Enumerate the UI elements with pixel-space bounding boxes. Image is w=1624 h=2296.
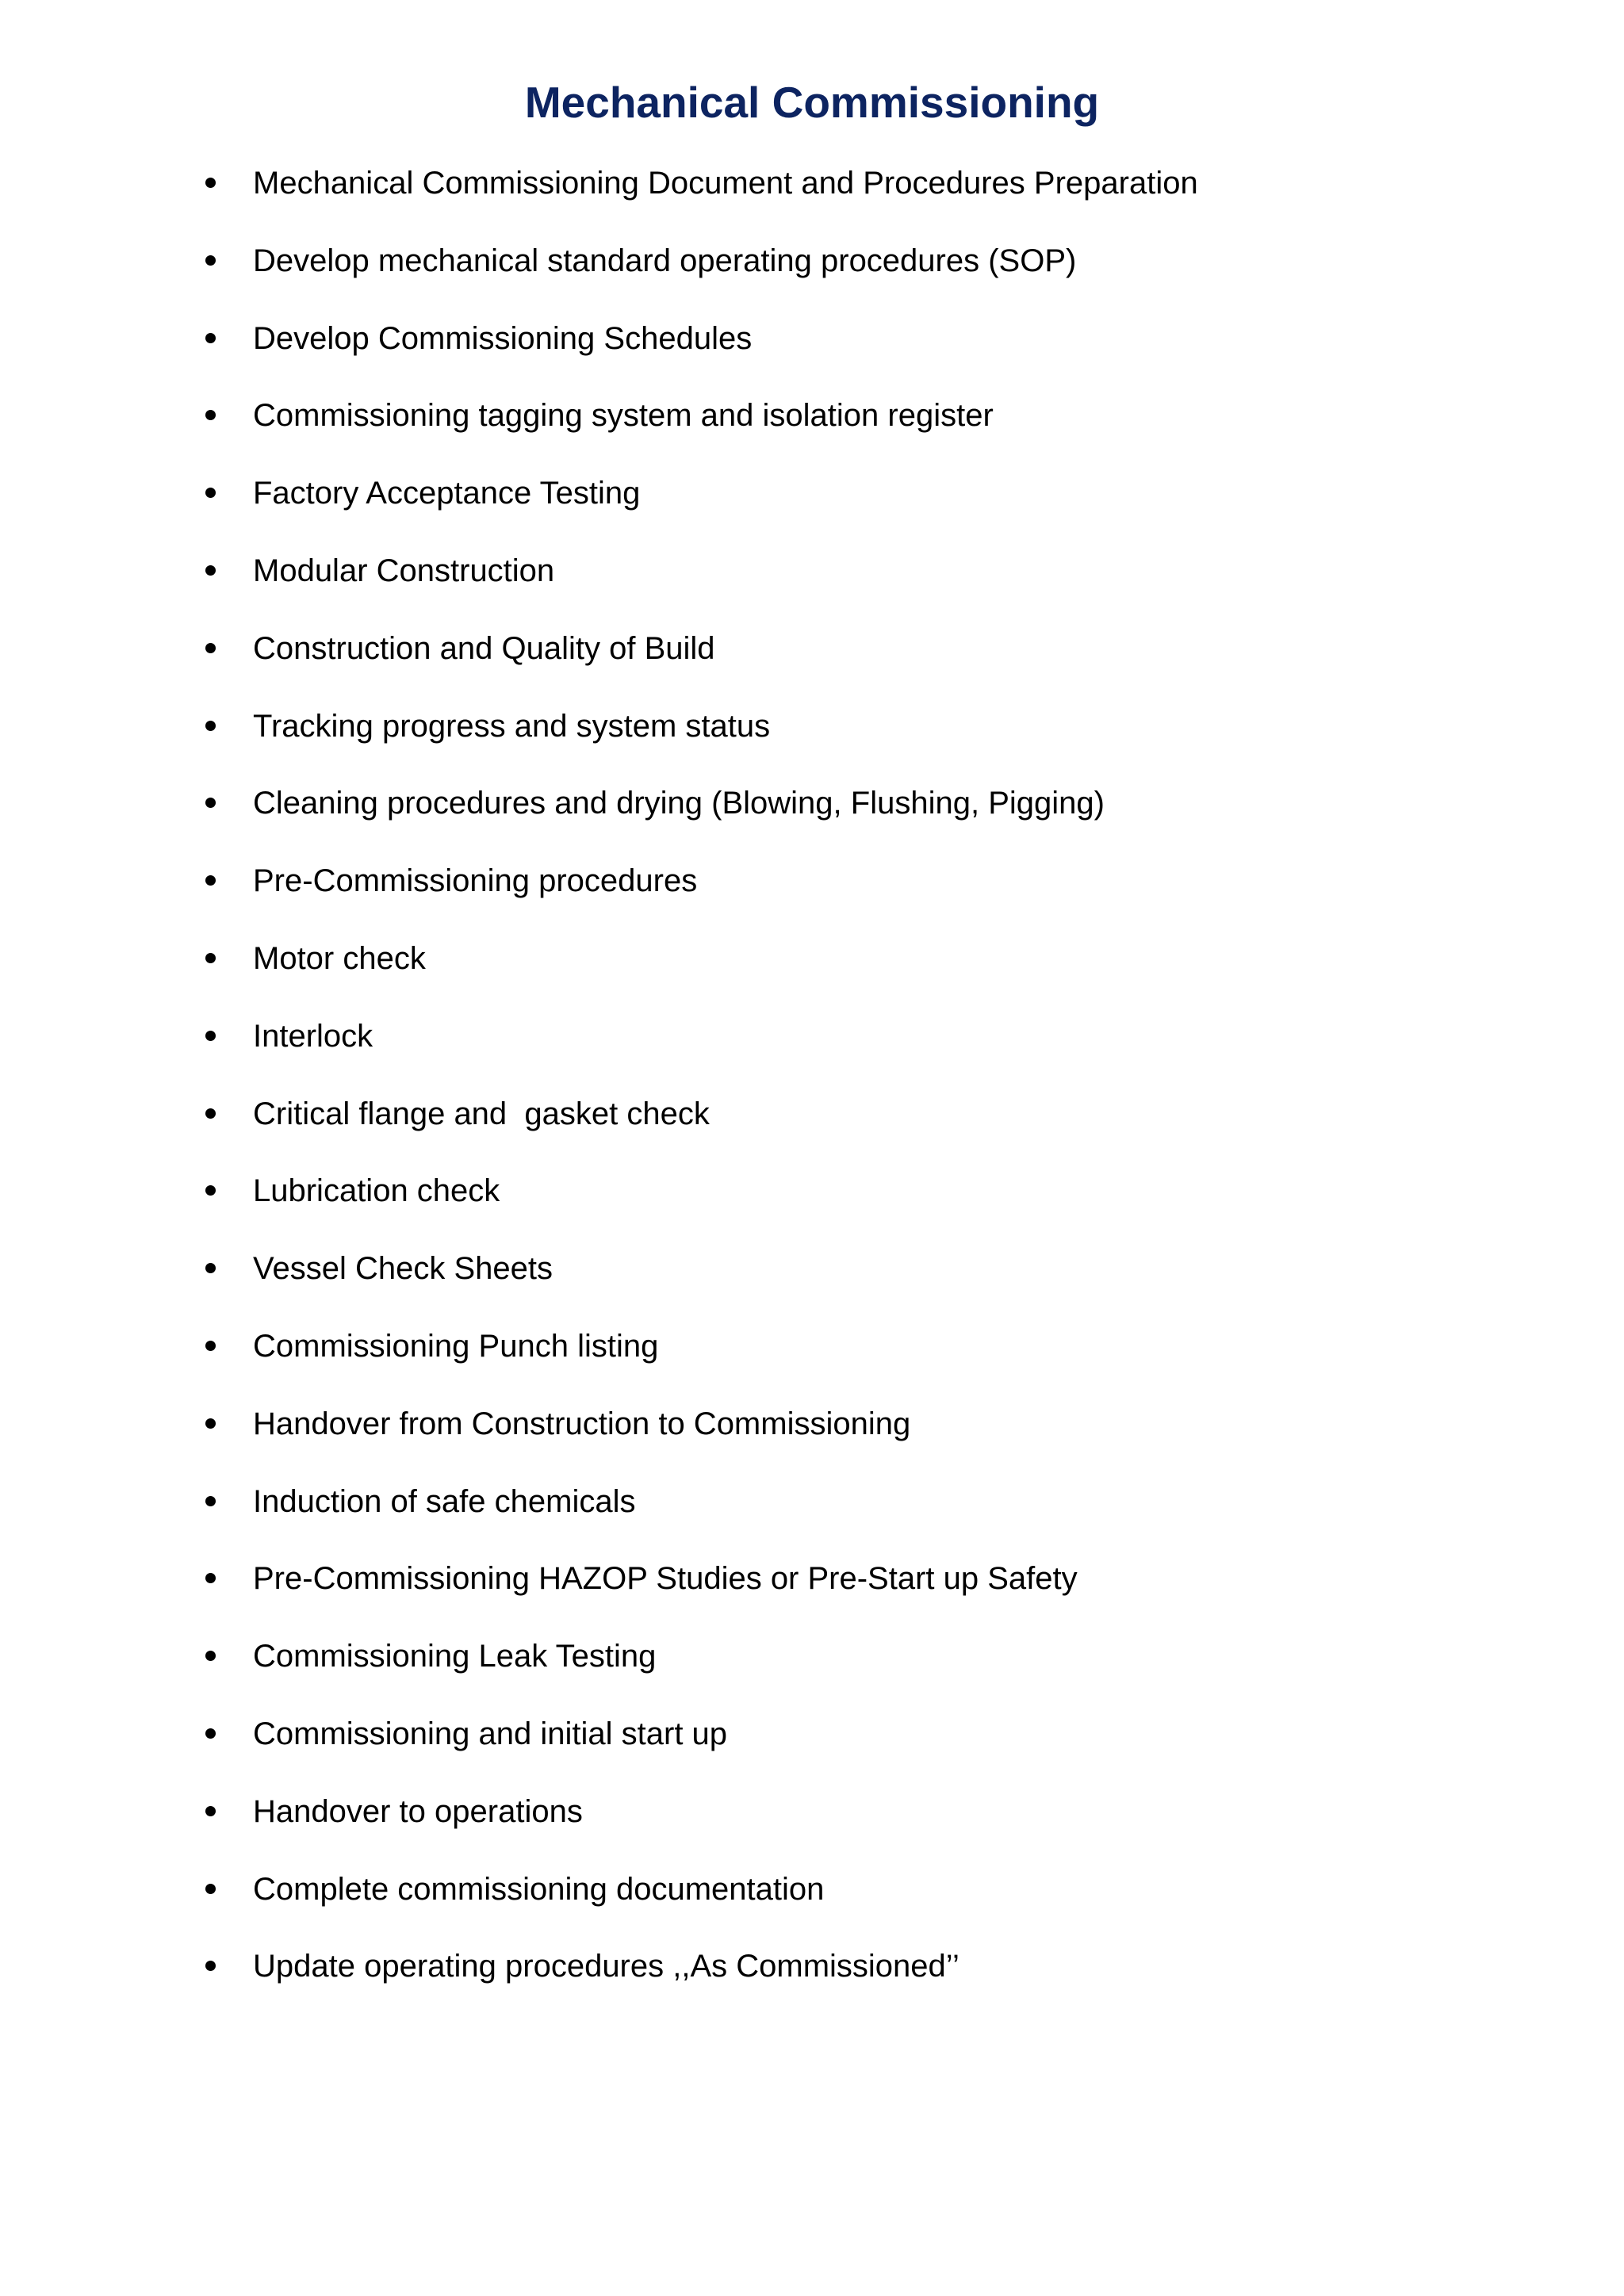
list-item-text: Handover from Construction to Commissioning xyxy=(253,1406,911,1441)
list-item-text: Critical flange and gasket check xyxy=(253,1096,710,1131)
list-item xyxy=(0,311,1624,388)
list-item-text: Factory Acceptance Testing xyxy=(253,476,641,511)
bullet-dot-icon xyxy=(205,565,216,576)
bullet-dot-icon xyxy=(205,1496,216,1506)
list-item xyxy=(0,1241,1624,1318)
list-item-text: Update operating procedures ,,As Commissioned’’ xyxy=(253,1949,959,1984)
list-item-text: Develop mechanical standard operating procedures (SOP) xyxy=(253,243,1077,278)
list-item xyxy=(0,621,1624,698)
bullet-dot-icon xyxy=(205,1884,216,1894)
list-item xyxy=(0,698,1624,776)
bullet-dot-icon xyxy=(205,255,216,266)
list-item-text: Interlock xyxy=(253,1018,373,1054)
list-item-text: Modular Construction xyxy=(253,553,555,588)
bullet-dot-icon xyxy=(205,1341,216,1351)
list-item-text: Lubrication check xyxy=(253,1173,500,1209)
list-item-text: Pre-Commissioning HAZOP Studies or Pre-Start up Safety xyxy=(253,1561,1078,1597)
list-item-text: Commissioning Leak Testing xyxy=(253,1639,657,1674)
bullet-dot-icon xyxy=(205,1573,216,1583)
list-item-text: Motor check xyxy=(253,940,426,976)
list-item xyxy=(0,853,1624,931)
list-item xyxy=(0,1628,1624,1706)
list-item-text: Vessel Check Sheets xyxy=(253,1251,553,1287)
bullet-dot-icon xyxy=(205,1031,216,1041)
bullet-dot-icon xyxy=(205,1263,216,1273)
bullet-dot-icon xyxy=(205,178,216,188)
bullet-dot-icon xyxy=(205,410,216,420)
list-item-text: Cleaning procedures and drying (Blowing, Flushing, Pigging) xyxy=(253,786,1105,821)
page-title: Mechanical Commissioning xyxy=(524,78,1100,127)
list-item xyxy=(0,1474,1624,1552)
list-item xyxy=(0,1784,1624,1862)
list-item xyxy=(0,465,1624,543)
list-item-text: Mechanical Commissioning Document and Procedures Preparation xyxy=(253,166,1198,201)
list-item-text: Commissioning Punch listing xyxy=(253,1328,659,1364)
bullet-dot-icon xyxy=(205,643,216,653)
list-item xyxy=(0,775,1624,853)
bullet-dot-icon xyxy=(205,333,216,343)
list-item xyxy=(0,543,1624,621)
list-item-text: Develop Commissioning Schedules xyxy=(253,320,753,356)
list-item-text: Commissioning tagging system and isolation register xyxy=(253,398,994,434)
list-item xyxy=(0,1163,1624,1241)
list-item xyxy=(0,1008,1624,1086)
list-item-text: Pre-Commissioning procedures xyxy=(253,863,698,899)
list-item-text: Induction of safe chemicals xyxy=(253,1483,636,1519)
list-item xyxy=(0,1938,1624,2016)
bullet-dot-icon xyxy=(205,1961,216,1971)
list-item xyxy=(0,388,1624,465)
bullet-dot-icon xyxy=(205,953,216,963)
list-item-text: Construction and Quality of Build xyxy=(253,630,715,666)
bullet-dot-icon xyxy=(205,1418,216,1429)
bullet-dot-icon xyxy=(205,798,216,808)
list-item-text: Handover to operations xyxy=(253,1793,583,1829)
bullet-dot-icon xyxy=(205,1651,216,1661)
bullet-dot-icon xyxy=(205,1728,216,1739)
list-item xyxy=(0,1862,1624,1939)
bullet-dot-icon xyxy=(205,1185,216,1196)
list-item xyxy=(0,1706,1624,1784)
list-item xyxy=(0,1086,1624,1164)
bullet-dot-icon xyxy=(205,1108,216,1119)
bullet-dot-icon xyxy=(205,875,216,886)
list-item-text: Tracking progress and system status xyxy=(253,708,771,744)
bullet-dot-icon xyxy=(205,721,216,731)
bullet-list xyxy=(0,155,1624,2016)
list-item xyxy=(0,1396,1624,1474)
list-item xyxy=(0,155,1624,233)
list-item xyxy=(0,931,1624,1008)
list-item xyxy=(0,1318,1624,1396)
list-item xyxy=(0,1551,1624,1628)
bullet-dot-icon xyxy=(205,488,216,498)
list-item-text: Commissioning and initial start up xyxy=(253,1716,728,1751)
bullet-dot-icon xyxy=(205,1806,216,1816)
list-item-text: Complete commissioning documentation xyxy=(253,1871,825,1907)
list-item xyxy=(0,233,1624,311)
